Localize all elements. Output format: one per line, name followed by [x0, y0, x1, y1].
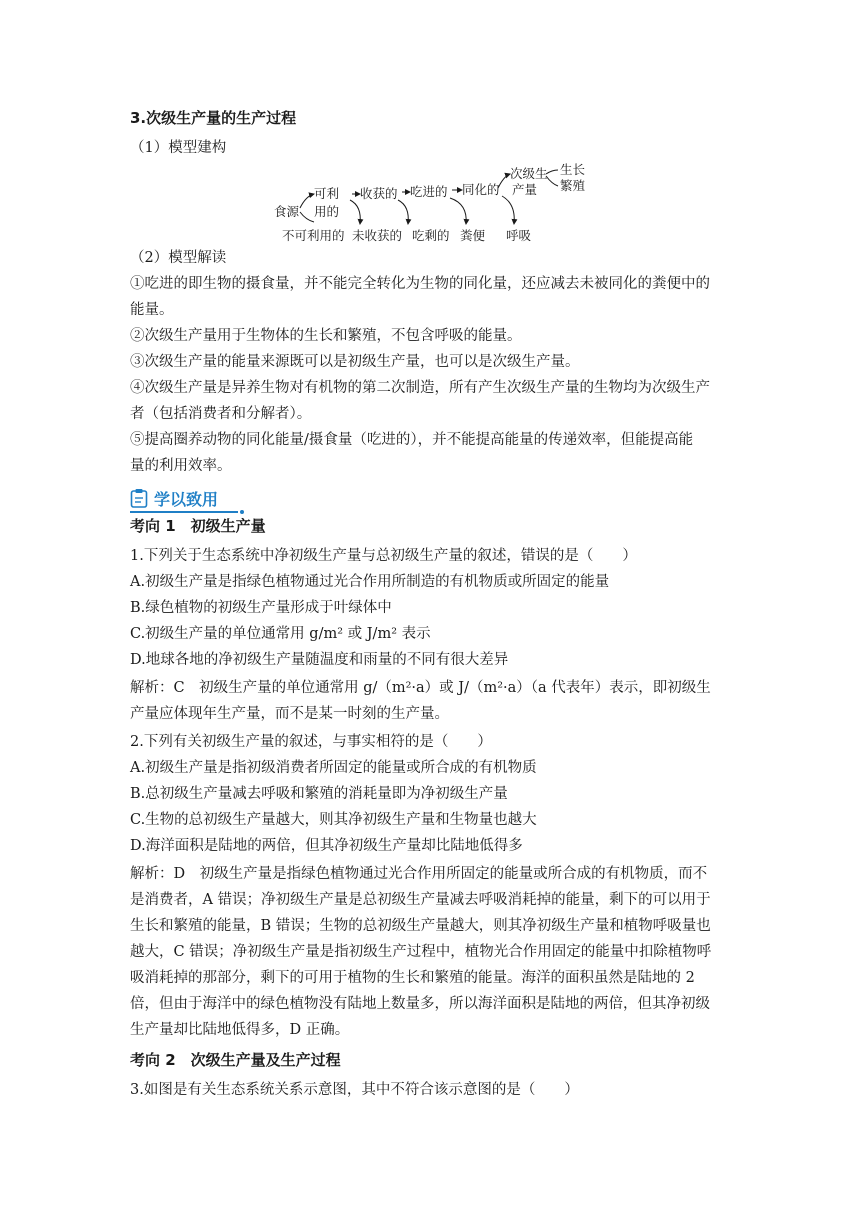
- question-2-option-a: A.初级生产量是指初级消费者所固定的能量或所合成的有机物质: [130, 760, 537, 776]
- diagram-source: 食源: [274, 204, 300, 219]
- diagram-usable-1: 可利: [314, 186, 340, 201]
- point-line: ⑤提高圈养动物的同化能量/摄食量（吃进的），并不能提高能量的传递效率，但能提高能: [130, 432, 694, 448]
- diagram-bottom-feces: 粪便: [460, 228, 486, 243]
- question-2-stem: 2.下列有关初级生产量的叙述，与事实相符的是（ ）: [130, 734, 492, 750]
- section-title: 3.次级生产量的生产过程: [130, 109, 297, 127]
- question-1-option-a: A.初级生产量是指绿色植物通过光合作用所制造的有机物质或所固定的能量: [130, 574, 610, 590]
- question-2-analysis: 生长和繁殖的能量，B 错误；生物的总初级生产量越大，则其净初级生产量和植物呼吸量也: [130, 918, 711, 934]
- topic-2-heading: 考向 2 次级生产量及生产过程: [130, 1051, 341, 1069]
- point-line: ③次级生产量的能量来源既可以是初级生产量，也可以是次级生产量。: [130, 354, 580, 370]
- point-line: ②次级生产量用于生物体的生长和繁殖，不包含呼吸的能量。: [130, 328, 522, 344]
- point-line: 者（包括消费者和分解者）。: [130, 406, 312, 422]
- diagram-bottom-leftover: 吃剩的: [412, 228, 450, 243]
- question-2-option-b: B.总初级生产量减去呼吸和繁殖的消耗量即为净初级生产量: [130, 786, 508, 802]
- question-1-option-c: C.初级生产量的单位通常用 g/m² 或 J/m² 表示: [130, 626, 431, 642]
- question-2-analysis: 是消费者，A 错误；净初级生产量是总初级生产量减去呼吸消耗掉的能量，剩下的可以用于: [130, 892, 711, 908]
- diagram-harvested: 收获的: [360, 186, 398, 201]
- topic-1-heading: 考向 1 初级生产量: [130, 517, 266, 535]
- diagram-secondary-2: 产量: [512, 182, 538, 197]
- diagram-assimilated: 同化的: [462, 182, 500, 197]
- question-1-analysis: 产量应体现年生产量，而不是某一时刻的生产量。: [130, 706, 449, 722]
- subheading-model-interpretation: （2）模型解读: [130, 250, 227, 266]
- clipboard-icon: [130, 488, 148, 508]
- point-line: 能量。: [130, 302, 174, 318]
- point-line: 量的利用效率。: [130, 458, 232, 474]
- study-underline: [130, 511, 238, 513]
- point-line: ④次级生产量是异养生物对有机物的第二次制造，所有产生次级生产量的生物均为次级生产: [130, 380, 710, 396]
- question-2-analysis: 生产量却比陆地低得多，D 正确。: [130, 1022, 350, 1038]
- diagram-usable-2: 用的: [314, 204, 340, 219]
- energy-flow-diagram: [270, 158, 600, 248]
- diagram-eaten: 吃进的: [410, 184, 448, 199]
- question-2-analysis: 解析：D 初级生产量是指绿色植物通过光合作用所固定的能量或所合成的有机物质，而不: [130, 866, 708, 882]
- question-2-option-c: C.生物的总初级生产量越大，则其净初级生产量和生物量也越大: [130, 812, 537, 828]
- study-section-badge: [130, 485, 218, 511]
- question-1-option-b: B.绿色植物的初级生产量形成于叶绿体中: [130, 600, 392, 616]
- question-2-analysis: 倍，但由于海洋中的绿色植物没有陆地上数量多，所以海洋面积是陆地的两倍，但其净初级: [130, 996, 710, 1012]
- diagram-bottom-unusable: 不可利用的: [282, 228, 345, 243]
- diagram-bottom-respiration: 呼吸: [506, 228, 532, 243]
- study-label: 学以致用: [154, 489, 219, 509]
- question-2-option-d: D.海洋面积是陆地的两倍，但其净初级生产量却比陆地低得多: [130, 838, 523, 854]
- question-1-analysis: 解析：C 初级生产量的单位通常用 g/（m²·a）或 J/（m²·a）（a 代表年）表示，即初级生: [130, 680, 711, 696]
- question-1-option-d: D.地球各地的净初级生产量随温度和雨量的不同有很大差异: [130, 652, 509, 668]
- diagram-reproduction: 繁殖: [560, 178, 586, 193]
- question-2-analysis: 吸消耗掉的那部分，剩下的可用于植物的生长和繁殖的能量。海洋的面积虽然是陆地的 2: [130, 970, 695, 986]
- point-line: ①吃进的即生物的摄食量，并不能完全转化为生物的同化量，还应减去未被同化的粪便中的: [130, 276, 710, 292]
- diagram-bottom-unharvested: 未收获的: [352, 228, 403, 243]
- subheading-model-construction: （1）模型建构: [130, 140, 227, 156]
- question-3-stem: 3.如图是有关生态系统关系示意图，其中不符合该示意图的是（ ）: [130, 1082, 579, 1098]
- question-2-analysis: 越大，C 错误；净初级生产量是指初级生产过程中，植物光合作用固定的能量中扣除植物呼: [130, 944, 712, 960]
- diagram-growth: 生长: [560, 162, 586, 177]
- diagram-secondary-1: 次级生: [510, 166, 548, 181]
- question-1-stem: 1.下列关于生态系统中净初级生产量与总初级生产量的叙述，错误的是（ ）: [130, 548, 637, 564]
